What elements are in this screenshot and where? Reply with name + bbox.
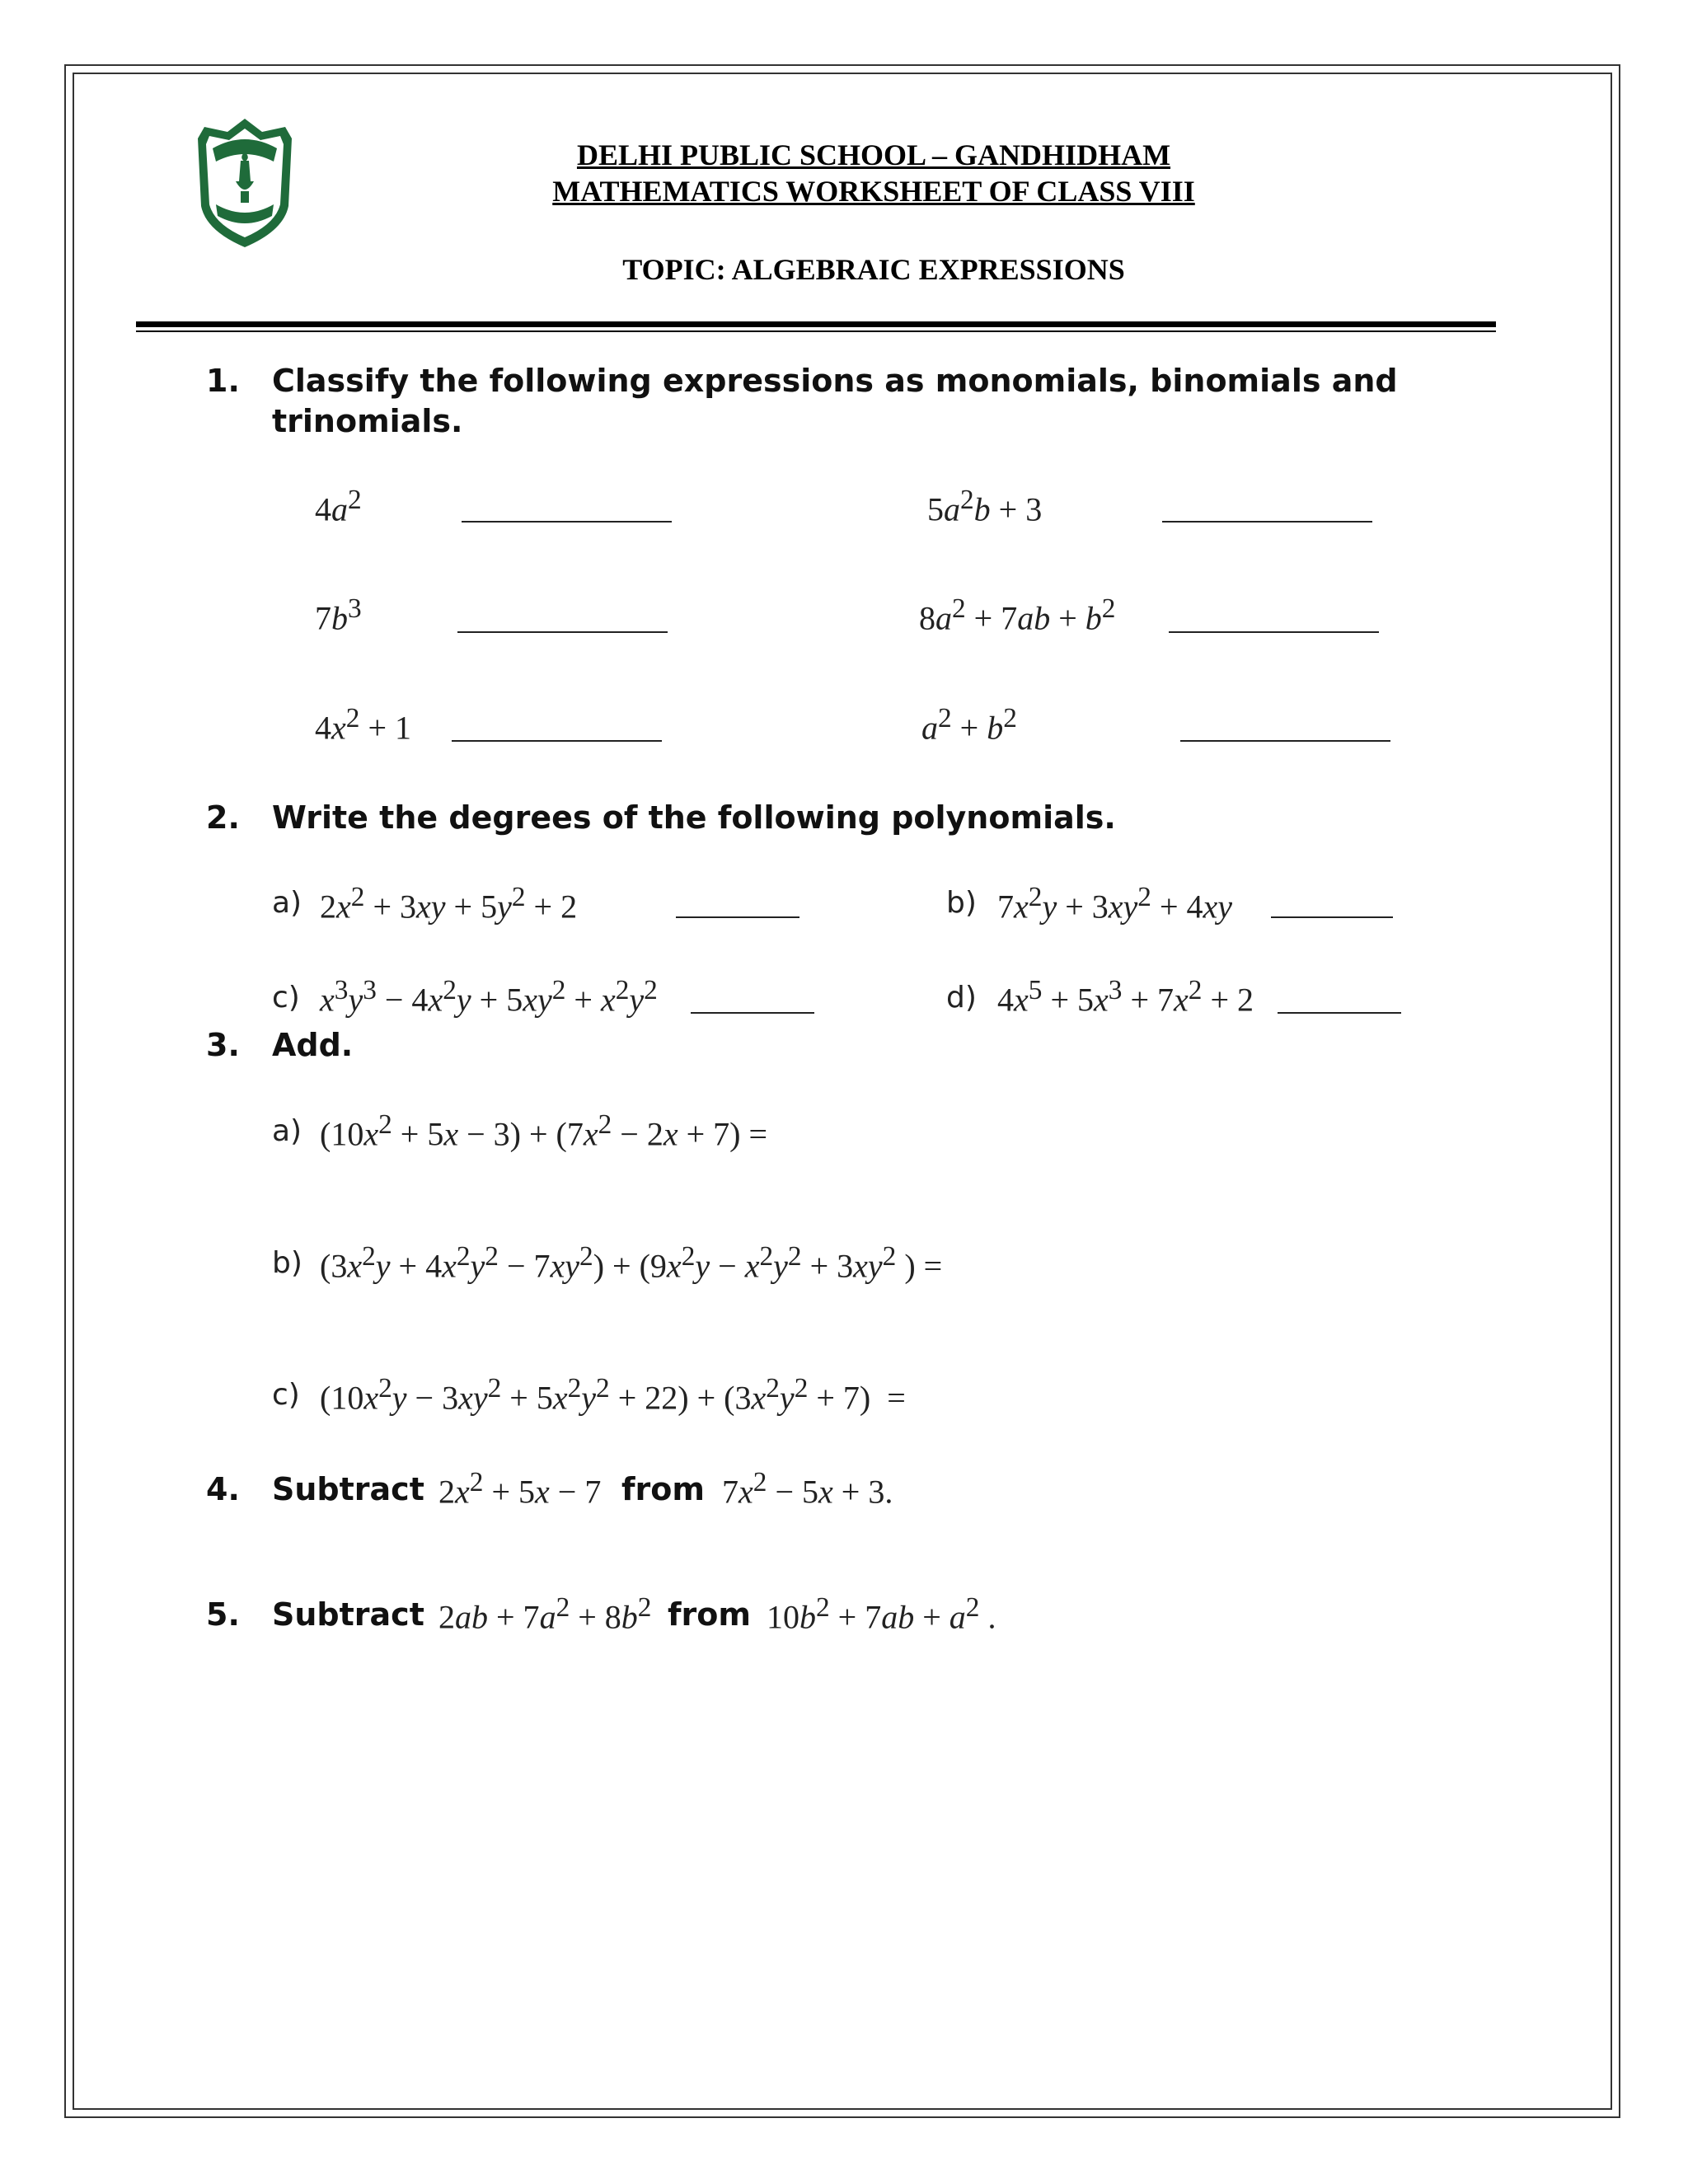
header-rule-thick [136,321,1496,327]
answer-blank[interactable] [462,521,672,523]
answer-blank[interactable] [1162,521,1372,523]
expr-1-3: $7b^3$ [315,593,362,637]
expr-3-b: $(3x^2y + 4x^2y^2 - 7xy^2) + (9x^2y - x^2y^2 + 3xy^2$ ) = [320,1241,943,1285]
answer-blank[interactable] [1271,916,1393,918]
expr-1-6: $a^2 + b^2$ [921,703,1017,747]
from-word: from [621,1471,705,1507]
expr-5-subtrahend: $2ab + 7a^2 + 8b^2$ [438,1592,652,1636]
worksheet-title: MATHEMATICS WORKSHEET OF CLASS VIII [552,175,1195,208]
expr-2-d: $4x^5 + 5x^3 + 7x^2 + 2$ [997,975,1254,1019]
label-b: b) [946,886,977,920]
label-b: b) [272,1246,302,1280]
topic-title: TOPIC: ALGEBRAIC EXPRESSIONS [622,253,1125,286]
answer-blank[interactable] [691,1012,814,1014]
school-crest-icon [191,115,298,251]
label-a: a) [272,886,302,920]
label-a: a) [272,1114,302,1148]
expr-4-minuend: $7x^2 - 5x + 3$. [722,1467,893,1511]
label-c: c) [272,1378,300,1412]
expr-1-4: $8a^2 + 7ab + b^2$ [919,593,1116,637]
expr-2-a: $2x^2 + 3xy + 5y^2 + 2$ [320,882,578,926]
school-name: DELHI PUBLIC SCHOOL – GANDHIDHAM [576,138,1171,171]
expr-1-5: $4x^2 + 1$ [315,703,411,747]
expr-4-subtrahend: $2x^2 + 5x - 7$ [438,1467,602,1511]
expr-2-c: $x^3y^3 - 4x^2y + 5xy^2 + x^2y^2$ [320,975,658,1019]
header-rule-thin [136,330,1496,332]
expr-3-a: $(10x^2 + 5x - 3) + (7x^2 - 2x + 7)$ = [320,1109,768,1153]
answer-blank[interactable] [1278,1012,1401,1014]
expr-1-2: $5a^2b + 3$ [927,485,1043,528]
expr-2-b: $7x^2y + 3xy^2 + 4xy$ [997,882,1233,926]
answer-blank[interactable] [1180,740,1390,742]
answer-blank[interactable] [1169,631,1379,633]
expr-5-minuend: $10b^2 + 7ab + a^2$ . [767,1592,996,1636]
answer-blank[interactable] [457,631,668,633]
from-word: from [668,1596,751,1633]
answer-blank[interactable] [452,740,662,742]
expr-1-1: $4a^2$ [315,485,362,528]
label-c: c) [272,981,300,1015]
expr-3-c: $(10x^2y - 3xy^2 + 5x^2y^2 + 22) + (3x^2y^2 + 7)$ = [320,1373,906,1417]
answer-blank[interactable] [676,916,799,918]
label-d: d) [946,981,977,1015]
